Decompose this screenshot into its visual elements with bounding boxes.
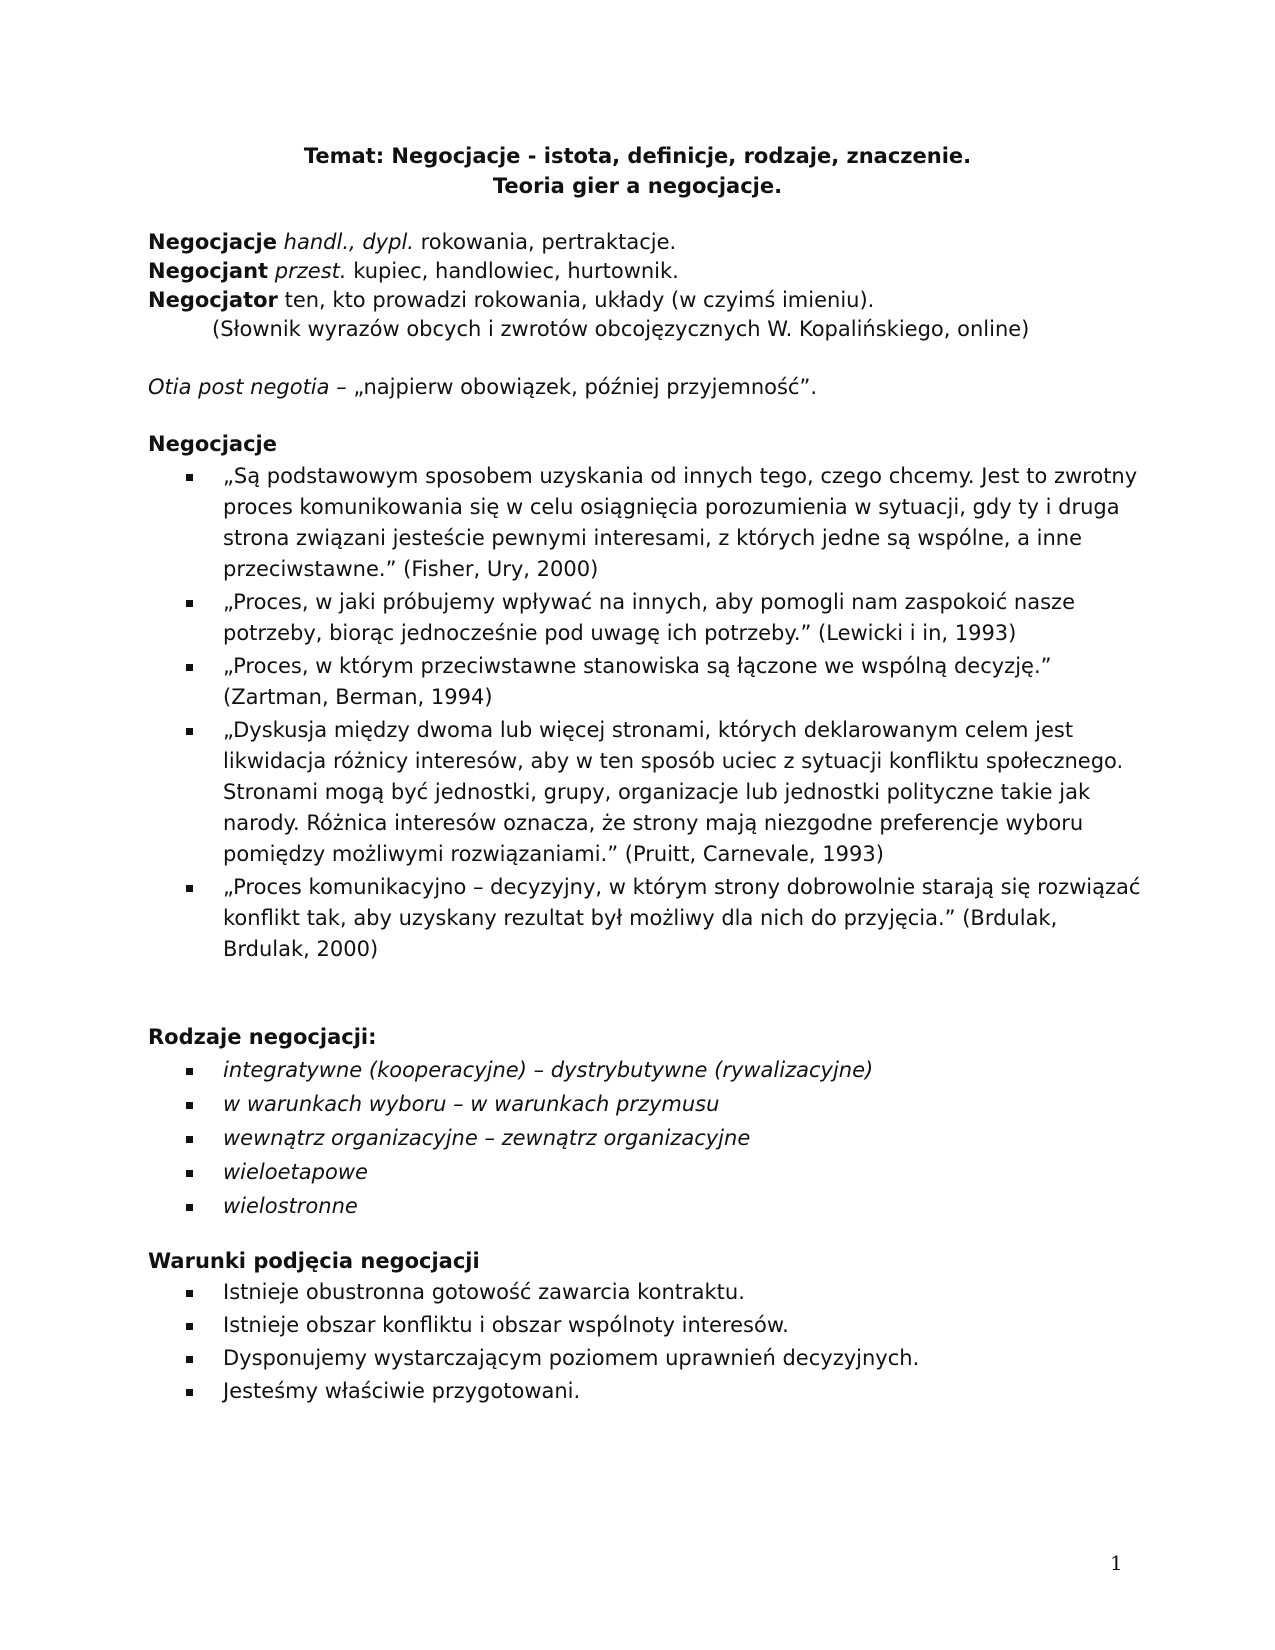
list-item <box>186 1157 1146 1188</box>
quote-text: „Proces, w jaki próbujemy wpływać na innych, aby pomogli nam zaspokoić nasze potrzeby, biorąc jednocześnie pod uwagę ich potrzeby.” (Lewicki i in, 1993) <box>223 590 1075 645</box>
conditions-list <box>186 1277 1146 1409</box>
list-item <box>186 1376 1146 1407</box>
list-item <box>186 715 1146 870</box>
definitions-list <box>186 461 1146 967</box>
bullet-icon <box>186 600 193 607</box>
bullet-icon <box>186 1389 193 1396</box>
definition-abbr: handl., dypl. <box>283 230 414 254</box>
proverb-latin: Otia post negotia <box>148 375 330 399</box>
type-text: wielostronne <box>223 1194 358 1218</box>
definition-abbr: przest. <box>274 259 347 283</box>
bullet-icon <box>186 664 193 671</box>
list-item <box>186 461 1146 585</box>
quote-text: „Proces, w którym przeciwstawne stanowiska są łączone we wspólną decyzję.” (Zartman, Berman, 1994) <box>223 654 1052 709</box>
list-item <box>186 587 1146 649</box>
bullet-icon <box>186 1290 193 1297</box>
definition-text: ten, kto prowadzi rokowania, układy (w czyimś imieniu). <box>277 288 875 312</box>
definition-text: rokowania, pertraktacje. <box>413 230 677 254</box>
proverb <box>148 372 817 402</box>
condition-text: Istnieje obustronna gotowość zawarcia kontraktu. <box>223 1280 745 1304</box>
list-item <box>186 1343 1146 1374</box>
quote-text: „Proces komunikacyjno – decyzyjny, w którym strony dobrowolnie starają się rozwiązać konflikt tak, aby uzyskany rezultat był możliwy dla nich do przyjęcia.” (Brdulak, Brdulak, 2000) <box>223 875 1141 961</box>
types-list <box>186 1055 1146 1225</box>
bullet-icon <box>186 1356 193 1363</box>
type-text: w warunkach wyboru – w warunkach przymusu <box>223 1092 720 1116</box>
list-item <box>186 1191 1146 1222</box>
definition-line <box>148 256 679 286</box>
condition-text: Istnieje obszar konfliktu i obszar wspólnoty interesów. <box>223 1313 789 1337</box>
section-heading-negocjacje: Negocjacje <box>148 432 277 456</box>
bullet-icon <box>186 1323 193 1330</box>
quote-text: „Są podstawowym sposobem uzyskania od innych tego, czego chcemy. Jest to zwrotny proces komunikowania się w celu osiągnięcia porozumienia w sytuacji, gdy ty i druga strona związani jesteście pewnymi interesami, z których jedne są wspólne, a inne przeciwstawne.” (Fisher, Ury, 2000) <box>223 464 1138 581</box>
list-item <box>186 1123 1146 1154</box>
bullet-icon <box>186 885 193 892</box>
proverb-translation: – „najpierw obowiązek, później przyjemność”. <box>329 375 818 399</box>
bullet-icon <box>186 474 193 481</box>
definition-term: Negocjator <box>148 288 278 312</box>
type-text: wieloetapowe <box>223 1160 368 1184</box>
list-item <box>186 1089 1146 1120</box>
list-item <box>186 1310 1146 1341</box>
list-item <box>186 651 1146 713</box>
document-subtitle: Teoria gier a negocjacje. <box>492 174 783 198</box>
list-item <box>186 872 1146 965</box>
definition-line <box>148 285 874 315</box>
section-heading-warunki: Warunki podjęcia negocjacji <box>148 1249 480 1273</box>
bullet-icon <box>186 1136 193 1143</box>
bullet-icon <box>186 1068 193 1075</box>
bullet-icon <box>186 728 193 735</box>
condition-text: Jesteśmy właściwie przygotowani. <box>223 1379 581 1403</box>
bullet-icon <box>186 1204 193 1211</box>
document-title: Temat: Negocjacje - istota, definicje, rodzaje, znaczenie. <box>303 144 972 168</box>
bullet-icon <box>186 1170 193 1177</box>
definition-line <box>148 227 676 257</box>
definition-term: Negocjacje <box>148 230 277 254</box>
type-text: integratywne (kooperacyjne) – dystrybutywne (rywalizacyjne) <box>223 1058 874 1082</box>
bullet-icon <box>186 1102 193 1109</box>
definition-text: kupiec, handlowiec, hurtownik. <box>346 259 679 283</box>
condition-text: Dysponujemy wystarczającym poziomem uprawnień decyzyjnych. <box>223 1346 920 1370</box>
page-number: 1 <box>1110 1551 1123 1575</box>
dictionary-source: (Słownik wyrazów obcych i zwrotów obcojęzycznych W. Kopalińskiego, online) <box>212 317 1030 341</box>
definition-term: Negocjant <box>148 259 269 283</box>
list-item <box>186 1277 1146 1308</box>
quote-text: „Dyskusja między dwoma lub więcej stronami, których deklarowanym celem jest likwidacja różnicy interesów, aby w ten sposób uciec z sytuacji konfliktu społecznego. Stronami mogą być jednostki, grupy, organizacje lub jednostki polityczne takie jak narody. Różnica interesów oznacza, że strony mają niezgodne preferencje wyboru pomiędzy możliwymi rozwiązaniami.” (Pruitt, Carnevale, 1993) <box>223 718 1124 866</box>
type-text: wewnątrz organizacyjne – zewnątrz organizacyjne <box>223 1126 751 1150</box>
section-heading-rodzaje: Rodzaje negocjacji: <box>148 1025 377 1049</box>
list-item <box>186 1055 1146 1086</box>
